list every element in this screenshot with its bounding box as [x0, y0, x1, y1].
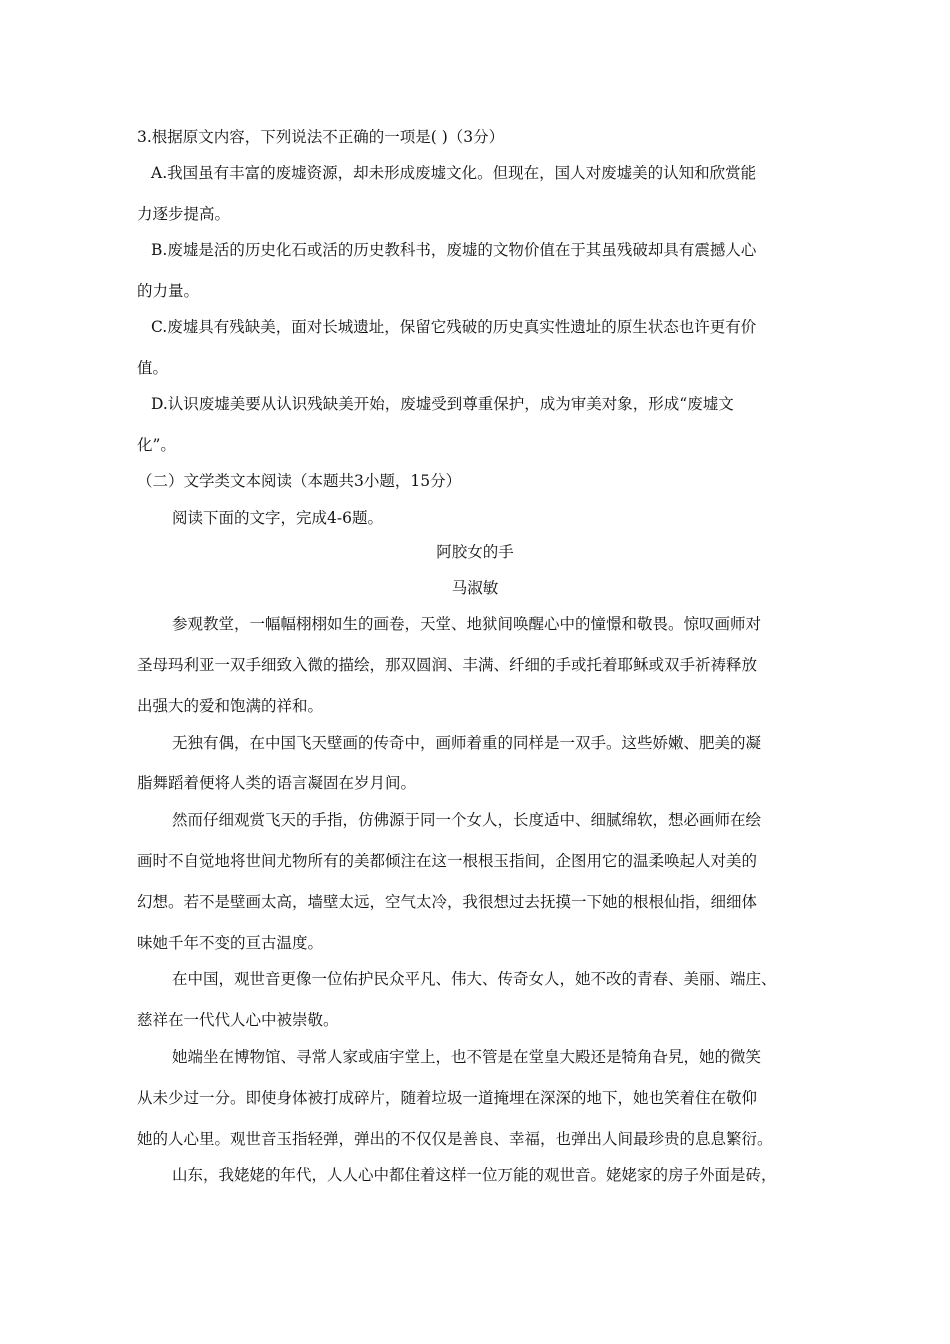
paragraph-5-line-3: 她的人心里。观世音玉指轻弹，弹出的不仅仅是善良、幸福，也弹出人间最珍贵的息息繁衍。: [137, 1130, 773, 1148]
option-c-line-2: 值。: [137, 359, 169, 377]
question-3-stem: 3.根据原文内容，下列说法不正确的一项是( )（3分）: [137, 128, 505, 146]
section-instruction: 阅读下面的文字，完成4-6题。: [172, 509, 383, 527]
section-heading: （二）文学类文本阅读（本题共3小题，15分）: [137, 472, 462, 490]
paragraph-2-line-1: 无独有偶，在中国飞天壁画的传奇中，画师着重的同样是一双手。这些娇嫩、肥美的凝: [172, 734, 762, 752]
paragraph-5-line-1: 她端坐在博物馆、寻常人家或庙宇堂上，也不管是在堂皇大殿还是犄角旮旯，她的微笑: [172, 1048, 762, 1066]
paragraph-3-line-3: 幻想。若不是壁画太高，墙壁太远，空气太冷，我很想过去抚摸一下她的根根仙指，细细体: [137, 893, 758, 911]
paragraph-3-line-2: 画时不自觉地将世间尤物所有的美都倾注在这一根根玉指间，企图用它的温柔唤起人对美的: [137, 852, 758, 870]
paragraph-1-line-3: 出强大的爱和饱满的祥和。: [137, 697, 324, 715]
option-d-line-1: D.认识废墟美要从认识残缺美开始，废墟受到尊重保护，成为审美对象，形成“废墟文: [151, 395, 734, 413]
paragraph-1-line-2: 圣母玛利亚一双手细致入微的描绘，那双圆润、丰满、纤细的手或托着耶稣或双手祈祷释放: [137, 656, 758, 674]
paragraph-2-line-2: 脂舞蹈着便将人类的语言凝固在岁月间。: [137, 774, 417, 792]
article-author: 马淑敏: [451, 579, 499, 597]
option-a-line-1: A.我国虽有丰富的废墟资源，却未形成废墟文化。但现在，国人对废墟美的认知和欣赏能: [151, 164, 757, 182]
option-c-line-1: C.废墟具有残缺美，面对长城遗址，保留它残破的历史真实性遗址的原生状态也许更有价: [151, 318, 757, 336]
paragraph-3-line-4: 味她千年不变的亘古温度。: [137, 934, 324, 952]
article-title: 阿胶女的手: [436, 543, 514, 561]
option-d-line-2: 化”。: [137, 436, 176, 454]
option-b-line-2: 的力量。: [137, 282, 200, 300]
paragraph-3-line-1: 然而仔细观赏飞天的手指，仿佛源于同一个女人，长度适中、细腻绵软，想必画师在绘: [172, 811, 762, 829]
paragraph-1-line-1: 参观教堂，一幅幅栩栩如生的画卷，天堂、地狱间唤醒心中的憧憬和敬畏。惊叹画师对: [172, 615, 762, 633]
paragraph-6-line-1: 山东，我姥姥的年代，人人心中都住着这样一位万能的观世音。姥姥家的房子外面是砖，: [172, 1166, 777, 1184]
paragraph-4-line-2: 慈祥在一代代人心中被崇敬。: [137, 1011, 339, 1029]
option-b-line-1: B.废墟是活的历史化石或活的历史教科书，废墟的文物价值在于其虽残破却具有震撼人心: [151, 241, 757, 259]
paragraph-5-line-2: 从未少过一分。即使身体被打成碎片，随着垃圾一道掩埋在深深的地下，她也笑着住在敬仰: [137, 1089, 758, 1107]
paragraph-4-line-1: 在中国，观世音更像一位佑护民众平凡、伟大、传奇女人，她不改的青春、美丽、端庄、: [172, 970, 777, 988]
option-a-line-2: 力逐步提高。: [137, 205, 231, 223]
